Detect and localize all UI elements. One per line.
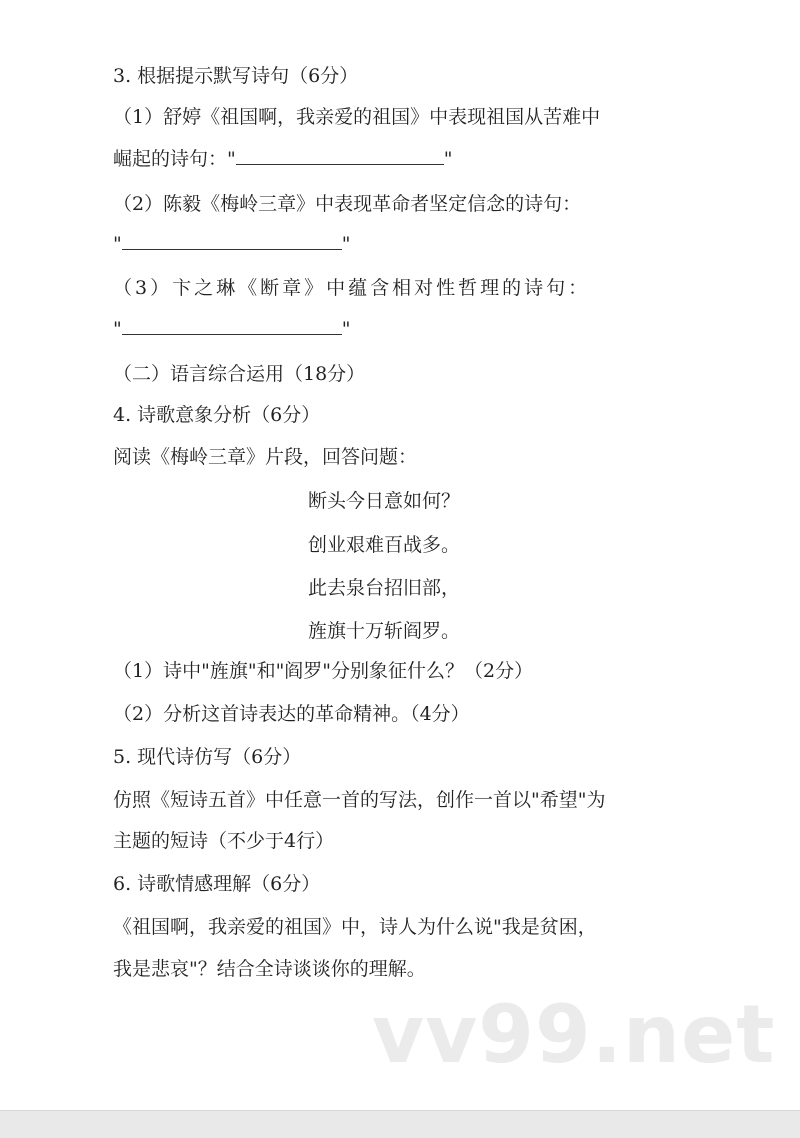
section2-title: （二）语言综合运用（18分）: [113, 363, 366, 385]
q3-item1-prefix: 崛起的诗句：": [113, 148, 236, 170]
q3-item2-line1: （2）陈毅《梅岭三章》中表现革命者坚定信念的诗句：: [113, 193, 582, 215]
poem-line-3: 此去泉台招旧部，: [308, 577, 461, 599]
poem-line-1: 断头今日意如何？: [308, 490, 461, 512]
q4-title: 4. 诗歌意象分析（6分）: [113, 404, 321, 426]
q3-item3-prefix: ": [113, 318, 122, 340]
q3-title: 3. 根据提示默写诗句（6分）: [113, 65, 359, 87]
poem-line-4: 旌旗十万斩阎罗。: [308, 620, 461, 642]
q4-sub2: （2）分析这首诗表达的革命精神。（4分）: [113, 703, 470, 725]
viewer-bottom-bar: [0, 1110, 800, 1138]
q4-sub1: （1）诗中"旌旗"和"阎罗"分别象征什么？（2分）: [113, 660, 534, 682]
poem-line-2: 创业艰难百战多。: [308, 534, 461, 556]
q3-item1-line1: （1）舒婷《祖国啊，我亲爱的祖国》中表现祖国从苦难中: [113, 106, 601, 128]
q6-line2: 我是悲哀"？结合全诗谈谈你的理解。: [113, 958, 426, 980]
q5-line1: 仿照《短诗五首》中任意一首的写法，创作一首以"希望"为: [113, 789, 606, 811]
answer-blank-3[interactable]: [122, 316, 342, 335]
q3-item2-prefix: ": [113, 233, 122, 255]
answer-blank-1[interactable]: [236, 146, 444, 165]
watermark-text: vv99.net: [372, 988, 776, 1081]
answer-blank-2[interactable]: [122, 231, 342, 250]
q5-line2: 主题的短诗（不少于4行）: [113, 830, 335, 852]
q4-intro: 阅读《梅岭三章》片段，回答问题：: [113, 446, 418, 468]
q3-item1-suffix: ": [443, 148, 453, 170]
q3-item2-line2: [113, 230, 351, 258]
q3-item3-line2: [113, 315, 351, 343]
q6-title: 6. 诗歌情感理解（6分）: [113, 873, 321, 895]
q6-line1: 《祖国啊，我亲爱的祖国》中，诗人为什么说"我是贫困，: [113, 916, 597, 938]
q3-item2-suffix: ": [341, 233, 351, 255]
q3-item1-line2: [113, 145, 453, 173]
q3-item3-line1: （3）卞之琳《断章》中蕴含相对性哲理的诗句：: [113, 277, 591, 299]
q5-title: 5. 现代诗仿写（6分）: [113, 746, 302, 768]
q3-item3-suffix: ": [341, 318, 351, 340]
